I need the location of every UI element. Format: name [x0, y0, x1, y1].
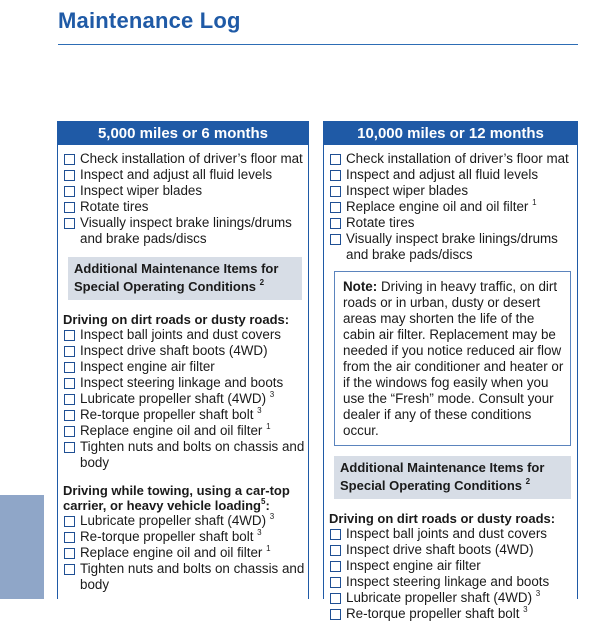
checklist-item [62, 199, 308, 215]
checkbox[interactable] [330, 202, 341, 213]
footnote-ref: 2 [525, 477, 531, 486]
checklist-item [328, 167, 577, 183]
checkbox[interactable] [64, 516, 75, 527]
towing-heading-colon: : [265, 498, 270, 513]
checklist [328, 151, 577, 263]
checkbox[interactable] [64, 202, 75, 213]
towing-heading [62, 483, 308, 513]
footnote-ref: 3 [535, 589, 541, 598]
checklist-item [62, 545, 308, 561]
checkbox[interactable] [330, 186, 341, 197]
checkbox[interactable] [330, 561, 341, 572]
checklist-item-text: Inspect ball joints and dust covers [80, 327, 281, 342]
checkbox[interactable] [64, 410, 75, 421]
footnote-ref: 1 [266, 422, 271, 431]
checklist-item-text: Check installation of driver’s floor mat [346, 151, 569, 166]
checklist-item [62, 529, 308, 545]
checklist-item [62, 439, 308, 471]
checklist-item [62, 423, 308, 439]
dirt-roads-checklist [328, 526, 577, 622]
checklist-item-text: Check installation of driver’s floor mat [80, 151, 303, 166]
checklist-item [328, 574, 577, 590]
checklist-item [62, 375, 308, 391]
checkbox[interactable] [330, 234, 341, 245]
checklist-item [328, 558, 577, 574]
dirt-roads-heading: Driving on dirt roads or dusty roads: [63, 312, 290, 327]
checkbox[interactable] [330, 577, 341, 588]
note-label: Note: [343, 279, 378, 294]
checklist-item [328, 526, 577, 542]
checkbox[interactable] [330, 545, 341, 556]
additional-line1: Additional Maintenance Items for [74, 261, 279, 276]
checklist-item-text: Re-torque propeller shaft bolt [346, 606, 520, 621]
additional-line2: Special Operating Conditions [340, 478, 523, 493]
checklist-item-text: Rotate tires [346, 215, 415, 230]
footnote-ref: 2 [259, 278, 265, 287]
footnote-ref: 1 [532, 198, 537, 207]
checkbox[interactable] [64, 154, 75, 165]
checklist-item [328, 590, 577, 606]
checklist-item-text: Inspect and adjust all fluid levels [80, 167, 273, 182]
checklist-item [62, 151, 308, 167]
additional-items-heading [68, 257, 302, 300]
checklist-item-text: Visually inspect brake linings/drums and brake pads/discs [80, 215, 292, 246]
footnote-ref: 5 [260, 497, 266, 506]
checkbox[interactable] [64, 170, 75, 181]
checklist-item-text: Inspect ball joints and dust covers [346, 526, 547, 541]
checklist-item [62, 513, 308, 529]
checklist-item-text: Replace engine oil and oil filter [80, 423, 263, 438]
checklist-item-text: Inspect and adjust all fluid levels [346, 167, 539, 182]
checkbox[interactable] [330, 170, 341, 181]
checkbox[interactable] [64, 532, 75, 543]
checkbox[interactable] [64, 330, 75, 341]
checklist-item-text: Inspect engine air filter [80, 359, 215, 374]
checklist-item-text: Inspect wiper blades [80, 183, 203, 198]
footnote-ref: 3 [269, 512, 275, 521]
checklist-item-text: Inspect wiper blades [346, 183, 469, 198]
dirt-roads-checklist [62, 327, 308, 471]
checkbox[interactable] [64, 378, 75, 389]
checklist-item-text: Replace engine oil and oil filter [80, 545, 263, 560]
schedule-5000 [57, 121, 309, 599]
checklist-item [62, 215, 308, 247]
checklist-item-text: Lubricate propeller shaft (4WD) [346, 590, 533, 605]
checkbox[interactable] [64, 394, 75, 405]
checklist-item-text: Visually inspect brake linings/drums and brake pads/discs [346, 231, 558, 262]
checkbox[interactable] [330, 154, 341, 165]
checkbox[interactable] [64, 564, 75, 575]
note-text: Driving in heavy traffic, on dirt roads or in urban, dusty or desert areas may shorten the life of the cabin air filter. Replacement may be needed if you notice reduced air flow from the air conditioner and heater or if the windows fog easily when you use the “Fresh” mode. Consult your dealer if any of these conditions occur. [343, 279, 564, 438]
additional-line1: Additional Maintenance Items for [340, 460, 545, 475]
schedule-10000 [323, 121, 578, 621]
checklist-item-text: Inspect drive shaft boots (4WD) [346, 542, 534, 557]
checklist-item [62, 167, 308, 183]
checklist-item [62, 561, 308, 593]
schedule-header: 5,000 miles or 6 months [58, 122, 308, 145]
checkbox[interactable] [64, 218, 75, 229]
cabin-filter-note [334, 271, 571, 446]
checklist-item [62, 359, 308, 375]
checklist-item-text: Replace engine oil and oil filter [346, 199, 529, 214]
checklist-item [62, 183, 308, 199]
towing-checklist [62, 513, 308, 593]
checklist-item [328, 231, 577, 263]
checkbox[interactable] [64, 548, 75, 559]
checklist-item-text: Tighten nuts and bolts on chassis and body [80, 561, 305, 592]
towing-heading-text: Driving while towing, using a car-top carrier, or heavy vehicle loading [63, 483, 290, 513]
checklist-item-text: Re-torque propeller shaft bolt [80, 407, 254, 422]
checkbox[interactable] [64, 346, 75, 357]
checkbox[interactable] [64, 362, 75, 373]
checklist-item-text: Tighten nuts and bolts on chassis and body [80, 439, 305, 470]
checklist-item [328, 542, 577, 558]
title-divider [58, 44, 578, 45]
checkbox[interactable] [330, 218, 341, 229]
checklist-item-text: Inspect engine air filter [346, 558, 481, 573]
page-title: Maintenance Log [58, 8, 241, 33]
checklist-item [328, 151, 577, 167]
checkbox[interactable] [330, 609, 341, 620]
footnote-ref: 3 [257, 528, 262, 537]
checklist-item-text: Re-torque propeller shaft bolt [80, 529, 254, 544]
footnote-ref: 3 [523, 605, 528, 614]
dirt-roads-heading: Driving on dirt roads or dusty roads: [329, 511, 556, 526]
checklist-item [62, 407, 308, 423]
footnote-ref: 1 [266, 544, 271, 553]
footnote-ref: 3 [257, 406, 262, 415]
checklist-item-text: Inspect steering linkage and boots [80, 375, 284, 390]
checklist-item-text: Rotate tires [80, 199, 149, 214]
checkbox[interactable] [64, 426, 75, 437]
checklist-item-text: Inspect steering linkage and boots [346, 574, 550, 589]
additional-items-heading [334, 456, 571, 499]
checklist [62, 151, 308, 247]
checklist-item [62, 343, 308, 359]
checklist-item [328, 606, 577, 622]
footnote-ref: 3 [269, 390, 275, 399]
checklist-item [328, 215, 577, 231]
checklist-item [328, 199, 577, 215]
checklist-item [328, 183, 577, 199]
checklist-item-text: Lubricate propeller shaft (4WD) [80, 513, 267, 528]
checklist-item-text: Lubricate propeller shaft (4WD) [80, 391, 267, 406]
checkbox[interactable] [64, 442, 75, 453]
checklist-item [62, 391, 308, 407]
checkbox[interactable] [64, 186, 75, 197]
checkbox[interactable] [330, 593, 341, 604]
side-tab [0, 495, 44, 599]
checklist-item [62, 327, 308, 343]
checklist-item-text: Inspect drive shaft boots (4WD) [80, 343, 268, 358]
checkbox[interactable] [330, 529, 341, 540]
additional-line2: Special Operating Conditions [74, 279, 257, 294]
schedule-header: 10,000 miles or 12 months [324, 122, 577, 145]
